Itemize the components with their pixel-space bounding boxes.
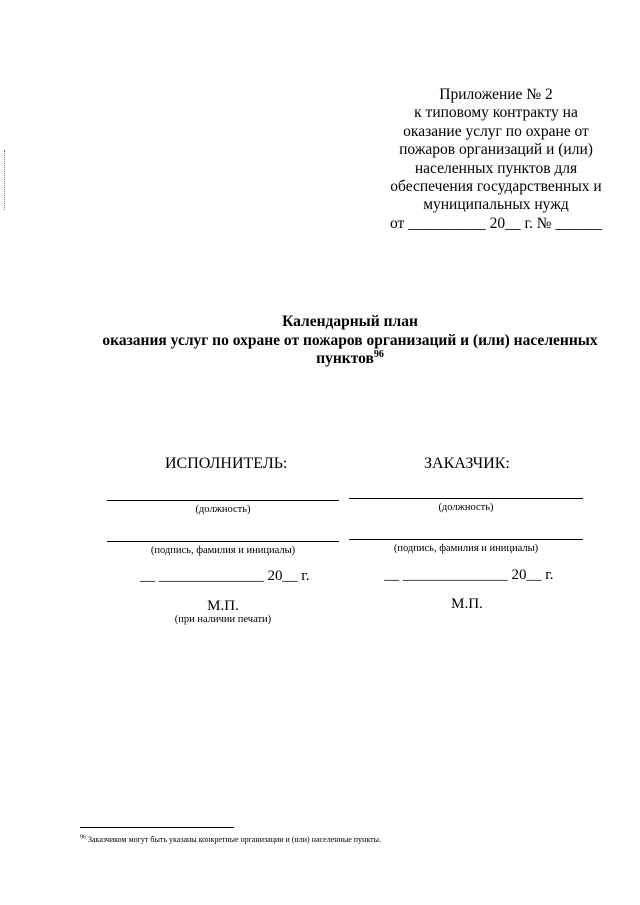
title-line: оказания услуг по охране от пожаров организаций и (или) населенных (102, 331, 598, 349)
title-line: Календарный план (282, 313, 418, 330)
footnote-rule (80, 827, 234, 828)
customer-heading: ЗАКАЗЧИК: (424, 455, 510, 472)
appendix-line: оказание услуг по охране от (403, 122, 589, 140)
footnote-mark: 96 (373, 348, 384, 360)
executor-stamp: М.П. (207, 598, 239, 614)
appendix-line: к типовому контракту на (414, 104, 578, 122)
customer-signature-line (349, 539, 583, 540)
customer-position-line (349, 498, 583, 499)
appendix-line: обеспечения государственных и (390, 178, 602, 196)
appendix-line: населенных пунктов для (414, 159, 578, 177)
executor-signature-line (107, 541, 339, 542)
executor-stamp-note: (при наличии печати) (174, 614, 272, 625)
customer-signature-caption: (подпись, фамилия и инициалы) (393, 543, 539, 554)
customer-stamp: М.П. (451, 596, 483, 612)
document-title (60, 313, 640, 369)
executor-heading: ИСПОЛНИТЕЛЬ: (165, 455, 288, 472)
appendix-line: Приложение № 2 (439, 86, 553, 103)
title-line-end: пунктов (316, 350, 374, 367)
appendix-header (380, 86, 612, 233)
appendix-line: муниципальных нужд (423, 196, 569, 214)
footnote (80, 835, 381, 844)
footnote-text: Заказчиком могут быть указаны конкретные организации и (или) населенные пункты. (86, 835, 381, 844)
title-line (60, 350, 640, 369)
executor-position-line (107, 500, 339, 501)
executor-date: __ ______________ 20__ г. (140, 568, 310, 584)
margin-rule (4, 150, 6, 210)
customer-position-caption: (должность) (438, 502, 494, 513)
executor-position-caption: (должность) (195, 504, 251, 515)
footnote-number: 96 (80, 834, 86, 841)
customer-date: __ ______________ 20__ г. (384, 567, 554, 583)
appendix-line: пожаров организаций и (или) (399, 141, 593, 159)
executor-signature-caption: (подпись, фамилия и инициалы) (150, 545, 296, 556)
appendix-line: от __________ 20__ г. № ______ (390, 214, 602, 232)
